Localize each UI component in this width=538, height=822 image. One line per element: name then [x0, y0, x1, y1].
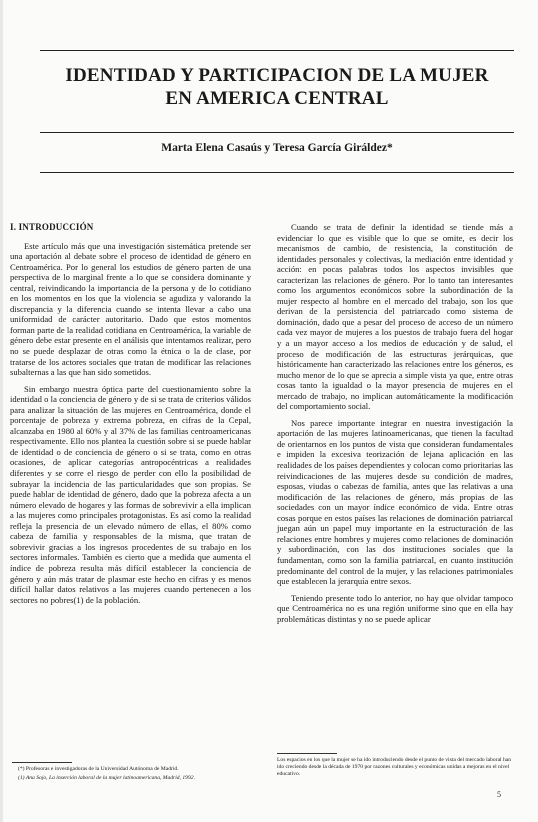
title-bottom-rule	[40, 132, 514, 133]
right-column	[277, 222, 513, 630]
right-paragraph: Nos parece importante integrar en nuestra investigación la aportación de las mujeres latinoamericanas, que tienen la facultad de orientarnos en los puntos de vista que consideran fundamentales e impiden la excesiva teorización de lejana aplicación en las realidades de los países dependientes y colocan como prioritarias las reivindicaciones de las mujeres desde su condición de madres, esposas, viudas o cabezas de familia, antes que las relativas a una modificación de las relaciones de género, más propias de las sociedades con un mayor índice económico de vida. Entre otras cosas porque en estos países las relaciones de dominación patriarcal juegan aún un papel muy importante en la estructuración de las relaciones entre hombres y mujeres como relaciones de dominación y subordinación, con las dos instituciones sociales que la fundamentan, como son la familia patriarcal, en cuanto institución predominante del control de la mujer, y las relaciones patrimoniales que establecen la jerarquía entre sexos.	[277, 417, 513, 587]
footnote-left-2: (1) Ana Sojo, La inserción laboral de la mujer latinoamericana, Madrid, 1992.	[18, 775, 195, 781]
article-title	[40, 64, 514, 110]
section-heading: I. INTRODUCCIÓN	[10, 222, 94, 232]
footnote-right: Los espacios en los que la mujer se ha ido introduciendo desde el punto de vista del mercado laboral han ido creciendo desde la década de 1970 por razones culturales y económicas unidas a mejoras en el nivel educativo.	[277, 757, 512, 777]
left-paragraph: Este artículo más que una investigación sistemática pretende ser una aportación al debate sobre el proceso de identidad de género en Centroamérica. Por lo general los estudios de género parten de una perspectiva de lo marginal frente a lo que se considera dominante y central, reivindicando la importancia de la persona y de lo cotidiano en los momentos en los que la violencia se agudiza y valorando la discrepancia y la diferencia cuando se intenta llevar a cabo una uniformidad de carácter autoritario. Dado que estos momentos forman parte de la realidad cotidiana en Centroamérica, la variable de género debe estar presente en el análisis que intentamos realizar, pero no se puede desplazar de otras como la étnica o la de clase, por tratarse de los actores sociales que tratan de modificar las relaciones subalternas a las que han sido sometidos.	[10, 240, 251, 378]
footnote-left-1: (*) Profesoras e investigadoras de la Universidad Autónoma de Madrid.	[18, 766, 179, 772]
author-bottom-rule	[40, 172, 514, 173]
footnote-rule-left	[12, 762, 72, 763]
left-column	[10, 222, 251, 611]
right-paragraph: Teniendo presente todo lo anterior, no hay que olvidar tampoco que Centroamérica no es una región uniforme sino que en ella hay problemáticas distintas y no se puede aplicar	[277, 592, 513, 624]
author-line: Marta Elena Casaús y Teresa García Giráldez*	[161, 142, 393, 154]
page-edge-shadow	[0, 0, 3, 822]
title-line-1: IDENTIDAD Y PARTICIPACION DE LA MUJER	[65, 65, 489, 86]
page-number: 5	[497, 790, 501, 799]
footnote-rule-right	[277, 753, 337, 754]
right-paragraph: Cuando se trata de definir la identidad se tiende más a evidenciar lo que es visible que lo que se omite, es decir los mecanismos de cambio, de resistencia, la constitución de identidades personales y colectivas, la mediación entre identidad y acción: en pocas palabras todos los aspectos invisibles que caracterizan las relaciones de género. Por lo tanto tan interesantes como los argumentos económicos sobre la subordinación de la mujer respecto al hombre en el mercado del trabajo, son los que derivan de la persistencia del patriarcado como sistema de dominación, dado que a pesar del proceso de acceso de un número cada vez mayor de mujeres a los puestos de trabajo fuera del hogar y a un mayor acceso a los medios de educación y de salud, el proceso de modificación de las estructuras jerárquicas, que históricamente han caracterizado las relaciones entre los géneros, es mucho menor de lo que se aprecia a simple vista ya que, entre otras cosas tanto la igualdad o la mayor presencia de mujeres en el mercado de trabajo, no implican automáticamente la modificación del comportamiento social.	[277, 222, 513, 412]
top-rule	[40, 50, 514, 51]
left-paragraph: Sin embargo nuestra óptica parte del cuestionamiento sobre la identidad o la conciencia de género y de si se trata de criterios válidos para analizar la situación de las mujeres en Centroamérica, donde el porcentaje de pobreza y extrema pobreza, en cifras de la Cepal, alcanzaba en 1980 al 60% y al 37% de las familias centroamericanas respectivamente. Ello nos plantea la cuestión sobre si se puede hablar de identidad o de conciencia de género o si se trata, como en otras ocasiones, de aplicar categorías antropocéntricas a realidades diferentes y se corre el riesgo de perder con ello la posibilidad de subrayar la incidencia de las particularidades que son propias. Se puede hablar de identidad de género, dado que la pobreza afecta a un número elevado de hogares y las formas de sobrevivir a ella implican a las mujeres como principales protagonistas. Es así como la realidad refleja la presencia de un elevado número de ellas, el 80% como cabeza de familia y responsables de la misma, que tratan de sobrevivir gracias a los ingresos procedentes de su trabajo en los sectores informales. También es cierto que a medida que aumenta el índice de pobreza resulta más difícil establecer la conciencia de género y aún más tratar de plasmar este hecho en cifras y es menos difícil hallar datos relativos a las mujeres cuando pertenecen a los sectores no pobres(1) de la población.	[10, 383, 251, 605]
title-line-2: EN AMERICA CENTRAL	[165, 88, 389, 109]
